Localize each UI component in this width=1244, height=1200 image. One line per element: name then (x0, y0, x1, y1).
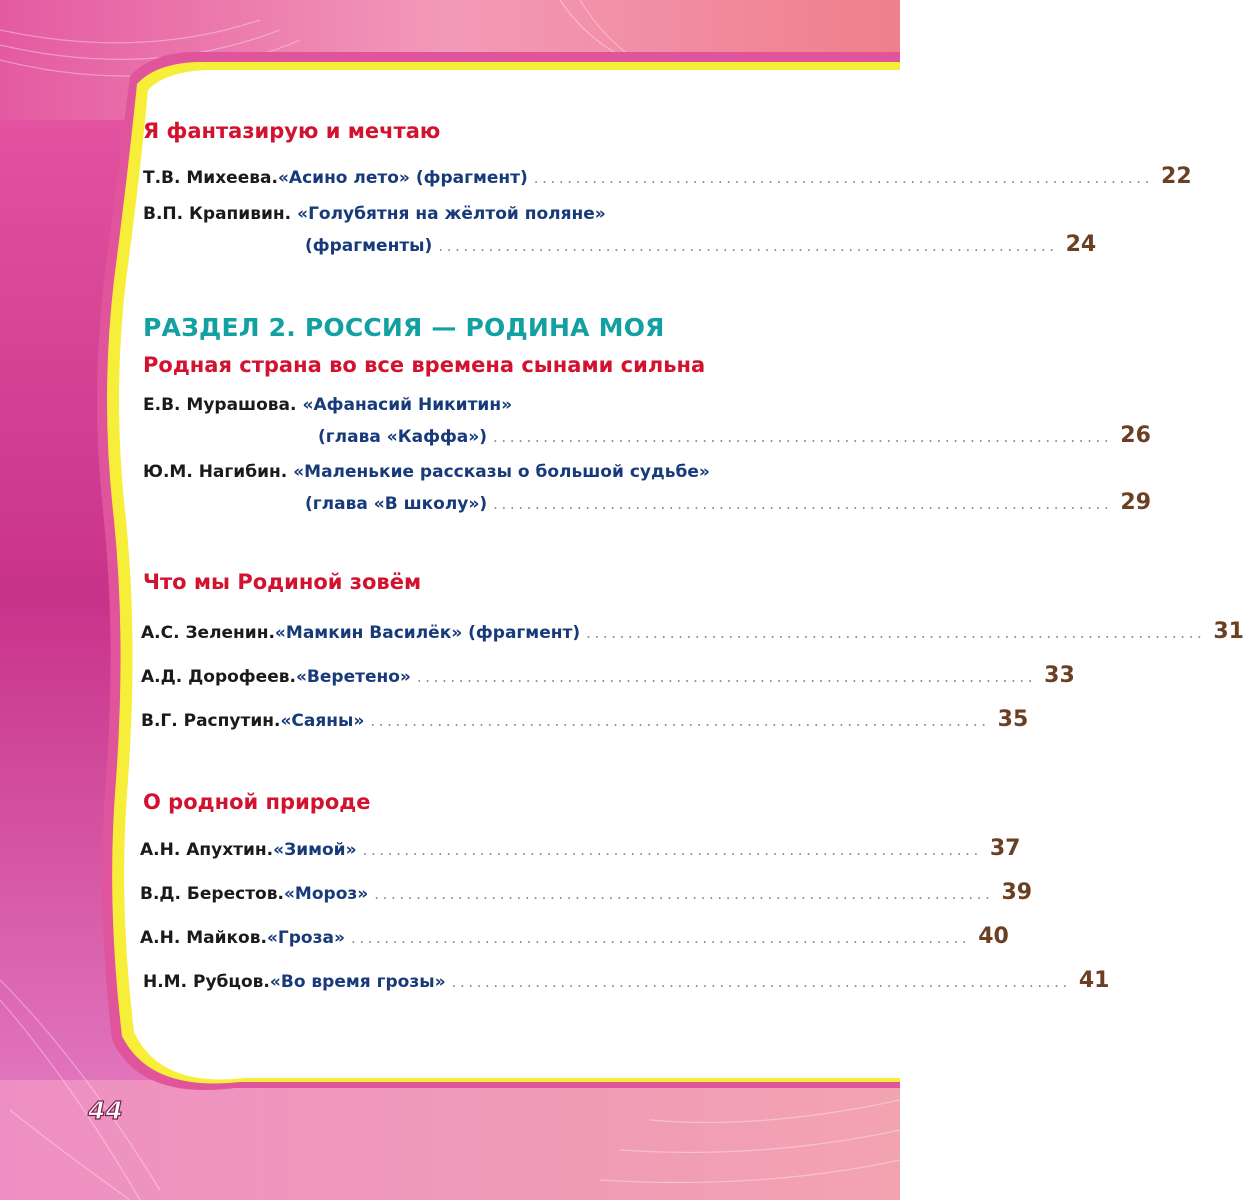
entry-author: А.Н. Майков. (140, 928, 267, 948)
leader-dots: .......................................................................... (350, 929, 971, 947)
leader-dots: .......................................................................... (438, 237, 1058, 255)
entry-title: «Саяны» (280, 711, 365, 731)
subsection-heading: Родная страна во все времена сынами сильна (143, 353, 706, 377)
entry-page-number: 26 (1120, 423, 1151, 448)
leader-dots: .......................................................................... (416, 668, 1037, 686)
leader-dots: .......................................................................... (374, 885, 994, 903)
entry-title: «Во время грозы» (269, 972, 446, 992)
entry-title: «Мороз» (283, 884, 369, 904)
entry-page-number: 41 (1078, 968, 1110, 993)
leader-dots: .......................................................................... (362, 841, 982, 859)
leader-dots: .......................................................................... (493, 495, 1113, 513)
leader-dots: .......................................................................... (493, 428, 1113, 446)
entry-author: Н.М. Рубцов. (143, 972, 270, 992)
entry-author: А.Н. Апухтин. (140, 840, 274, 860)
entry-title-continued: (фрагменты) (305, 236, 433, 256)
entry-page-number: 31 (1213, 619, 1244, 644)
entry-page-number: 35 (997, 707, 1029, 732)
entry-title: «Мамкин Василёк» (фрагмент) (274, 623, 581, 643)
entry-author: Ю.М. Нагибин. (143, 462, 288, 482)
section-heading: РАЗДЕЛ 2. РОССИЯ — РОДИНА МОЯ (143, 313, 665, 342)
entry-title: «Афанасий Никитин» (302, 395, 513, 415)
leader-dots: .......................................................................... (533, 169, 1154, 187)
entry-author: В.Г. Распутин. (141, 711, 281, 731)
entry-page-number: 37 (989, 836, 1021, 861)
entry-title: «Голубятня на жёлтой поляне» (297, 204, 606, 224)
entry-author: Т.В. Михеева. (143, 168, 278, 188)
leader-dots: .......................................................................... (451, 973, 1071, 991)
subsection-heading: Я фантазирую и мечтаю (143, 119, 441, 143)
entry-page-number: 24 (1065, 232, 1097, 257)
subsection-heading: Что мы Родиной зовём (143, 570, 422, 594)
entry-title-continued: (глава «В школу») (305, 494, 488, 514)
entry-title: «Веретено» (295, 667, 411, 687)
entry-title: «Маленькие рассказы о большой судьбе» (293, 462, 710, 482)
entry-page-number: 39 (1001, 880, 1033, 905)
subsection-heading: О родной природе (143, 790, 371, 814)
entry-title: «Гроза» (266, 928, 345, 948)
leader-dots: .......................................................................... (586, 624, 1206, 642)
entry-author: А.С. Зеленин. (141, 623, 275, 643)
entry-author: В.Д. Берестов. (140, 884, 284, 904)
entry-page-number: 22 (1161, 164, 1192, 189)
entry-title: «Асино лето» (фрагмент) (277, 168, 528, 188)
entry-page-number: 33 (1044, 663, 1075, 688)
entry-title: «Зимой» (273, 840, 357, 860)
entry-author: А.Д. Дорофеев. (141, 667, 296, 687)
entry-title-continued: (глава «Каффа») (318, 427, 488, 447)
page-number: 44 (88, 1096, 123, 1125)
entry-page-number: 40 (978, 924, 1009, 949)
entry-author: В.П. Крапивин. (143, 204, 292, 224)
leader-dots: .......................................................................... (370, 712, 990, 730)
entry-page-number: 29 (1120, 490, 1152, 515)
entry-author: Е.В. Мурашова. (143, 395, 297, 415)
